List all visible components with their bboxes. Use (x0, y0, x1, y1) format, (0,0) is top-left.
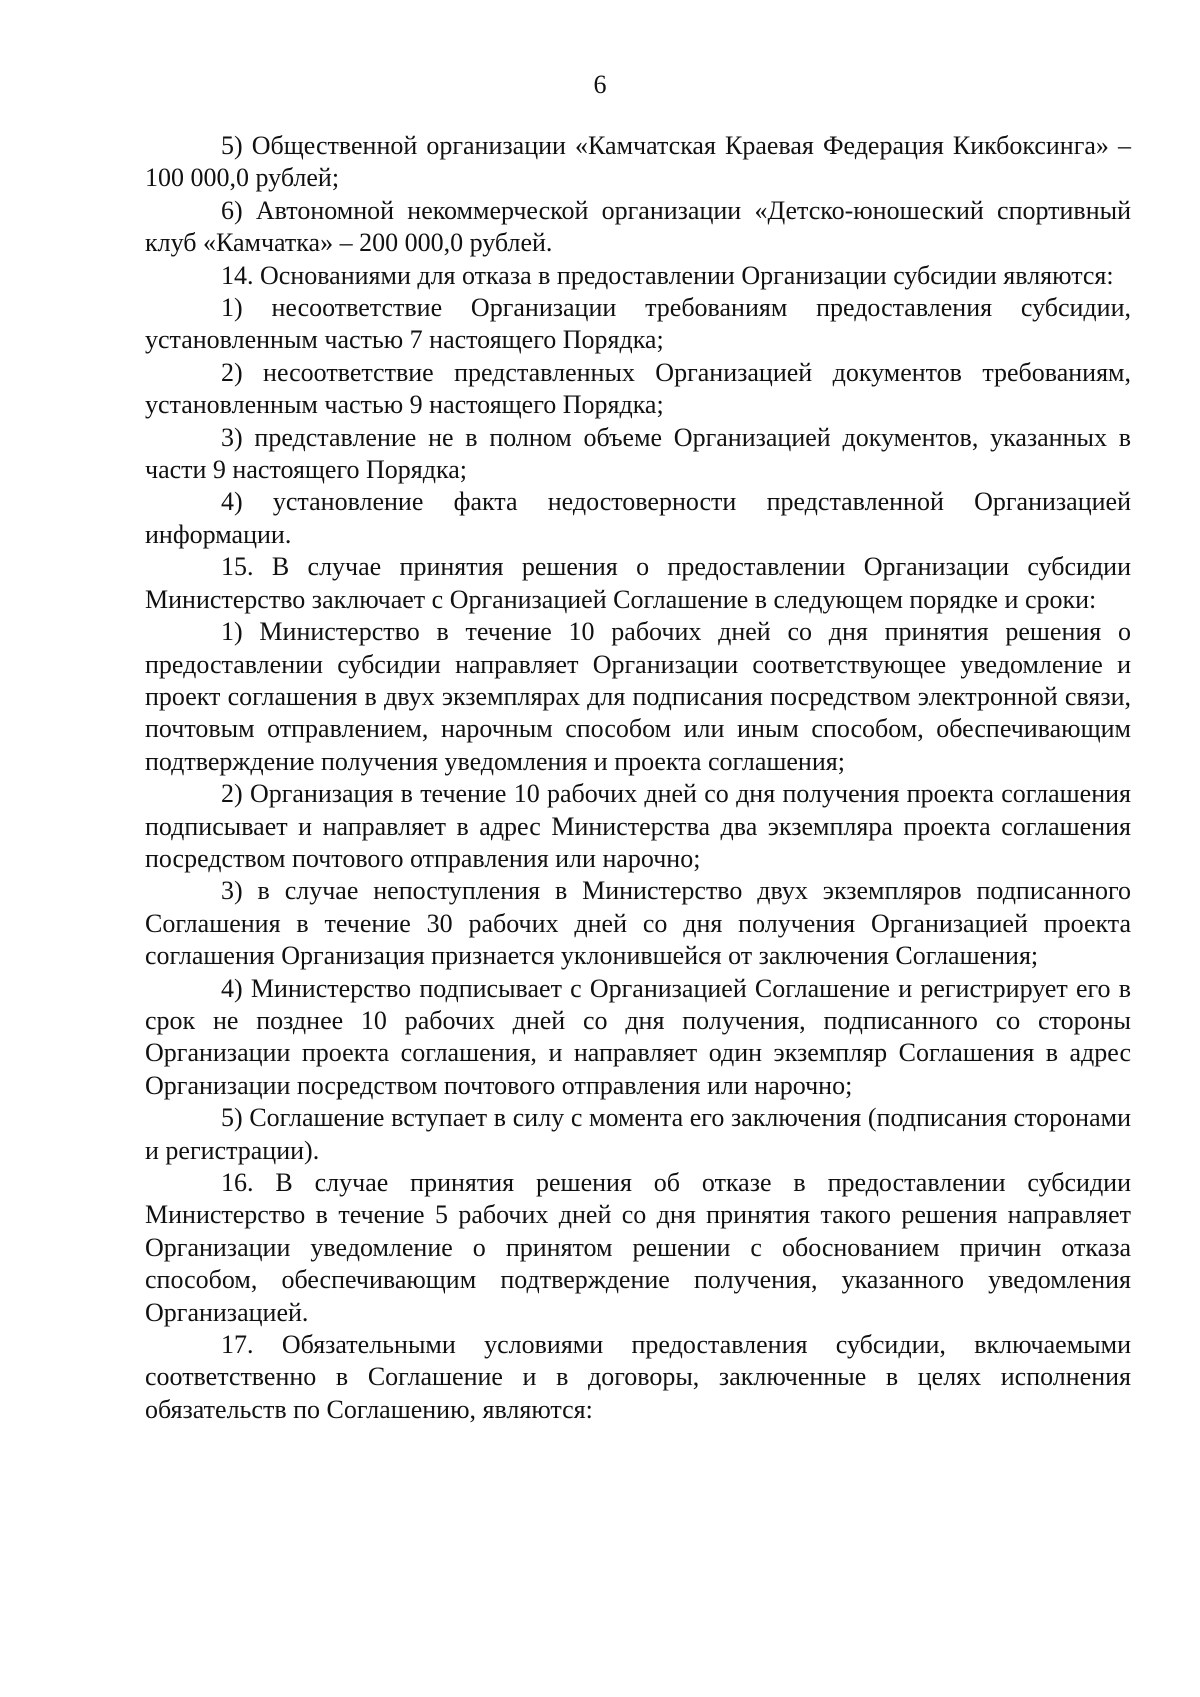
paragraph-14-item-2: 2) несоответствие представленных Организацией документов требованиям, установленным частью 9 настоящего Порядка; (145, 357, 1131, 420)
paragraph-14-item-1: 1) несоответствие Организации требованиям предоставления субсидии, установленным частью 7 настоящего Порядка; (145, 293, 1131, 355)
paragraph-item-6-kamchatka-club: 6) Автономной некоммерческой организации «Детско-юношеский спортивный клуб «Камчатка» – 200 000,0 рублей. (145, 195, 1131, 258)
paragraph-15-item-2: 2) Организация в течение 10 рабочих дней со дня получения проекта соглашения подписывает и направляет в адрес Министерства два экземпляра проекта соглашения посредством почтового отправления или нарочно; (145, 779, 1131, 873)
paragraph-15-item-4: 4) Министерство подписывает с Организацией Соглашение и регистрирует его в срок не позднее 10 рабочих дней со дня получения, подписанного со стороны Организации проекта соглашения, и направляет один экземпляр Соглашения в адрес Организации посредством почтового отправления или нарочно; (145, 973, 1131, 1100)
paragraph-17-mandatory-conditions: 17. Обязательными условиями предоставления субсидии, включаемыми соответственно в Соглашение и в договоры, заключенные в целях исполнения обязательств по Соглашению, являются: (145, 1330, 1131, 1424)
paragraph-item-5-kickboxing: 5) Общественной организации «Камчатская Краевая Федерация Кикбоксинга» – 100 000,0 рублей; (145, 131, 1131, 193)
paragraph-14-item-3: 3) представление не в полном объеме Организацией документов, указанных в части 9 настоящего Порядка; (145, 422, 1131, 485)
paragraph-15-item-3: 3) в случае непоступления в Министерство двух экземпляров подписанного Соглашения в течение 30 рабочих дней со дня получения Организацией проекта соглашения Организация признается уклонившейся от заключения Соглашения; (145, 876, 1131, 971)
paragraph-15-item-1: 1) Министерство в течение 10 рабочих дней со дня принятия решения о предоставлении субсидии направляет Организации соответствующее уведомление и проект соглашения в двух экземплярах для подписания посредством электронной связи, почтовым отправлением, нарочным способом или иным способом, обеспечивающим подтверждение получения уведомления и проекта соглашения; (145, 617, 1131, 776)
page-number: 6 (593, 70, 607, 99)
document-body (145, 130, 1131, 1426)
paragraph-14-refusal-grounds: 14. Основаниями для отказа в предоставлении Организации субсидии являются: (221, 260, 1114, 290)
paragraph-15-agreement-procedure: 15. В случае принятия решения о предоставлении Организации субсидии Министерство заключает с Организацией Соглашение в следующем порядке и сроки: (145, 552, 1131, 614)
paragraph-16-refusal-notice: 16. В случае принятия решения об отказе в предоставлении субсидии Министерство в течение 5 рабочих дней со дня принятия такого решения направляет Организации уведомление о принятом решении с обоснованием причин отказа способом, обеспечивающим подтверждение получения, указанного уведомления Организацией. (145, 1168, 1131, 1327)
paragraph-15-item-5: 5) Соглашение вступает в силу с момента его заключения (подписания сторонами и регистрации). (145, 1103, 1131, 1165)
paragraph-14-item-4: 4) установление факта недостоверности представленной Организацией информации. (145, 487, 1131, 549)
